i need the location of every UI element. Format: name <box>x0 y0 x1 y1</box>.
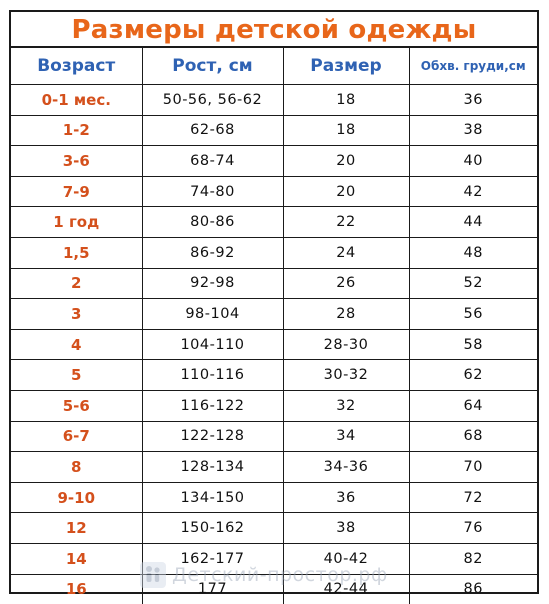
cell-chest: 68 <box>409 421 537 452</box>
table-row <box>11 421 537 452</box>
table-row <box>11 268 537 299</box>
cell-age: 7-9 <box>11 176 142 207</box>
cell-height: 50-56, 56-62 <box>142 85 283 116</box>
cell-height: 68-74 <box>142 146 283 177</box>
cell-chest: 64 <box>409 390 537 421</box>
table-row <box>11 207 537 238</box>
cell-size: 20 <box>283 176 409 207</box>
table-row <box>11 513 537 544</box>
table-row <box>11 452 537 483</box>
cell-age: 14 <box>11 543 142 574</box>
cell-size: 24 <box>283 237 409 268</box>
table-row <box>11 237 537 268</box>
table-row <box>11 543 537 574</box>
header-height: Рост, см <box>142 48 283 85</box>
cell-chest: 62 <box>409 360 537 391</box>
cell-chest: 36 <box>409 85 537 116</box>
cell-age: 16 <box>11 574 142 604</box>
cell-age: 5 <box>11 360 142 391</box>
chart-title: Размеры детской одежды <box>11 12 537 48</box>
cell-size: 28 <box>283 299 409 330</box>
cell-age: 3 <box>11 299 142 330</box>
cell-size: 32 <box>283 390 409 421</box>
cell-height: 80-86 <box>142 207 283 238</box>
cell-height: 150-162 <box>142 513 283 544</box>
cell-height: 128-134 <box>142 452 283 483</box>
cell-chest: 86 <box>409 574 537 604</box>
cell-age: 1-2 <box>11 115 142 146</box>
cell-chest: 72 <box>409 482 537 513</box>
cell-age: 4 <box>11 329 142 360</box>
cell-size: 40-42 <box>283 543 409 574</box>
table-row <box>11 146 537 177</box>
cell-age: 9-10 <box>11 482 142 513</box>
cell-size: 34 <box>283 421 409 452</box>
header-chest: Обхв. груди,см <box>409 48 537 85</box>
size-table <box>11 48 537 604</box>
cell-height: 86-92 <box>142 237 283 268</box>
cell-height: 98-104 <box>142 299 283 330</box>
cell-age: 3-6 <box>11 146 142 177</box>
cell-size: 36 <box>283 482 409 513</box>
cell-chest: 40 <box>409 146 537 177</box>
cell-age: 2 <box>11 268 142 299</box>
cell-height: 62-68 <box>142 115 283 146</box>
cell-size: 34-36 <box>283 452 409 483</box>
table-row <box>11 482 537 513</box>
cell-chest: 44 <box>409 207 537 238</box>
cell-age: 5-6 <box>11 390 142 421</box>
cell-chest: 58 <box>409 329 537 360</box>
cell-height: 104-110 <box>142 329 283 360</box>
cell-height: 116-122 <box>142 390 283 421</box>
cell-height: 162-177 <box>142 543 283 574</box>
cell-height: 92-98 <box>142 268 283 299</box>
cell-size: 22 <box>283 207 409 238</box>
cell-size: 42-44 <box>283 574 409 604</box>
cell-size: 30-32 <box>283 360 409 391</box>
cell-chest: 38 <box>409 115 537 146</box>
header-size: Размер <box>283 48 409 85</box>
cell-age: 0-1 мес. <box>11 85 142 116</box>
watermark-text: Детский-простор.рф <box>172 564 388 586</box>
cell-size: 28-30 <box>283 329 409 360</box>
table-row <box>11 360 537 391</box>
cell-age: 1 год <box>11 207 142 238</box>
cell-height: 134-150 <box>142 482 283 513</box>
cell-size: 38 <box>283 513 409 544</box>
cell-chest: 56 <box>409 299 537 330</box>
cell-size: 20 <box>283 146 409 177</box>
cell-age: 6-7 <box>11 421 142 452</box>
cell-chest: 42 <box>409 176 537 207</box>
size-chart <box>9 10 539 599</box>
cell-age: 8 <box>11 452 142 483</box>
table-row <box>11 390 537 421</box>
header-row <box>11 48 537 85</box>
cell-size: 18 <box>283 115 409 146</box>
cell-height: 122-128 <box>142 421 283 452</box>
cell-height: 110-116 <box>142 360 283 391</box>
table-row <box>11 176 537 207</box>
header-age: Возраст <box>11 48 142 85</box>
cell-chest: 70 <box>409 452 537 483</box>
cell-chest: 52 <box>409 268 537 299</box>
table-row <box>11 574 537 604</box>
cell-age: 12 <box>11 513 142 544</box>
cell-height: 177 <box>142 574 283 604</box>
table-row <box>11 329 537 360</box>
table-row <box>11 299 537 330</box>
cell-age: 1,5 <box>11 237 142 268</box>
cell-chest: 76 <box>409 513 537 544</box>
table-row <box>11 85 537 116</box>
cell-size: 26 <box>283 268 409 299</box>
table-row <box>11 115 537 146</box>
cell-height: 74-80 <box>142 176 283 207</box>
cell-chest: 82 <box>409 543 537 574</box>
cell-chest: 48 <box>409 237 537 268</box>
cell-size: 18 <box>283 85 409 116</box>
